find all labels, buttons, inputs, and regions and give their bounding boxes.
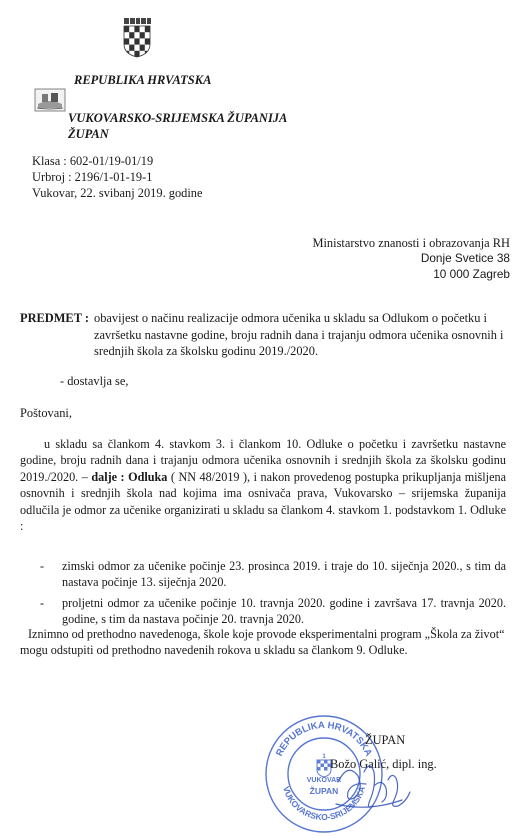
coat-of-arms-icon xyxy=(122,18,152,58)
issuer-county xyxy=(68,111,287,142)
greeting: Poštovani, xyxy=(20,406,72,420)
list-item-text: zimski odmor za učenike počinje 23. prosinca 2019. i traje do 10. siječnja 2020., s tim da nastava počinje 13. siječnja 2020. xyxy=(62,559,506,590)
delivery-note: - dostavlja se, xyxy=(60,374,129,388)
county-emblem-icon xyxy=(34,88,66,112)
signatory-title: ŽUPAN xyxy=(365,733,406,747)
stamp-top-text: REPUBLIKA HRVATSKA xyxy=(274,719,374,759)
document-meta xyxy=(32,153,203,201)
urbroj-line: Urbroj : 2196/1-01-19-1 xyxy=(32,170,153,185)
handwritten-signature xyxy=(318,742,418,822)
closing-paragraph xyxy=(20,626,506,659)
recipient-name: Ministarstvo znanosti i obrazovanja RH xyxy=(312,236,510,250)
body-paragraph xyxy=(20,436,506,535)
closing-text: Iznimno od prethodno navedenoga, škole koje provode eksperimentalni program „Škola za život“ mogu odstupiti od prethodno navedenih rokova u skladu sa člankom 9. Odluke. xyxy=(20,627,505,658)
body-bold-term: dalje : Odluka xyxy=(91,469,168,484)
list-item xyxy=(40,558,506,591)
issuer-county-name: VUKOVARSKO-SRIJEMSKA ŽUPANIJA xyxy=(68,111,288,125)
date-line: Vukovar, 22. svibanj 2019. godine xyxy=(32,186,203,201)
list-item-text: proljetni odmor za učenike počinje 10. travnja 2020. godine i završava 17. travnja 2020. godine, s tim da nastava počinje 20. travnja 2020. xyxy=(62,595,506,627)
stamp-number: 1 xyxy=(322,754,326,760)
recipient-address xyxy=(312,235,510,283)
subject-text: obavijest o načinu realizacije odmora učenika u skladu sa Odlukom o početku i završetku nastavne godine, broju radnih dana i trajanju odmora učenika osnovnih i srednjih škola za školsku godinu 2019./2020. xyxy=(94,311,504,359)
stamp-bottom-text: VUKOVARSKO-SRIJEMSKA xyxy=(281,785,367,823)
issuer-office: ŽUPAN xyxy=(68,126,109,141)
body-part-1: u skladu sa člankom 4. stavkom 3. i člankom 10. Odluke o početku i završetku nastavne godine, broju radnih dana i trajanju odmora učenika osnovnih i srednjih škola za školsku godinu 2019./2020. – xyxy=(20,437,506,484)
list-item xyxy=(40,595,506,628)
holiday-list xyxy=(40,558,506,632)
issuer-country: REPUBLIKA HRVATSKA xyxy=(74,73,212,87)
stamp-center-top: VUKOVAR xyxy=(306,777,342,784)
signatory-name: Božo Galić, dipl. ing. xyxy=(330,757,437,771)
recipient-street: Donje Svetice 38 xyxy=(420,251,510,266)
body-part-2: ( NN 48/2019 ), i nakon provedenog postupka prikupljanja mišljena osnovnih i srednjih škola nad kojima ima osnivača prava, Vukovarsko – srijemska županija odlučila je odmor za učenike organizirati u skladu sa člankom 4. stavkom 1. podstavkom 1. Odluke : xyxy=(20,469,506,534)
klasa-line: Klasa : 602-01/19-01/19 xyxy=(32,154,154,168)
bullet-dash: - xyxy=(40,595,45,610)
subject-label: PREDMET : xyxy=(20,311,89,325)
recipient-city: 10 000 Zagreb xyxy=(433,266,510,281)
stamp-center-mid: ŽUPAN xyxy=(309,786,339,796)
bullet-dash: - xyxy=(40,559,45,573)
